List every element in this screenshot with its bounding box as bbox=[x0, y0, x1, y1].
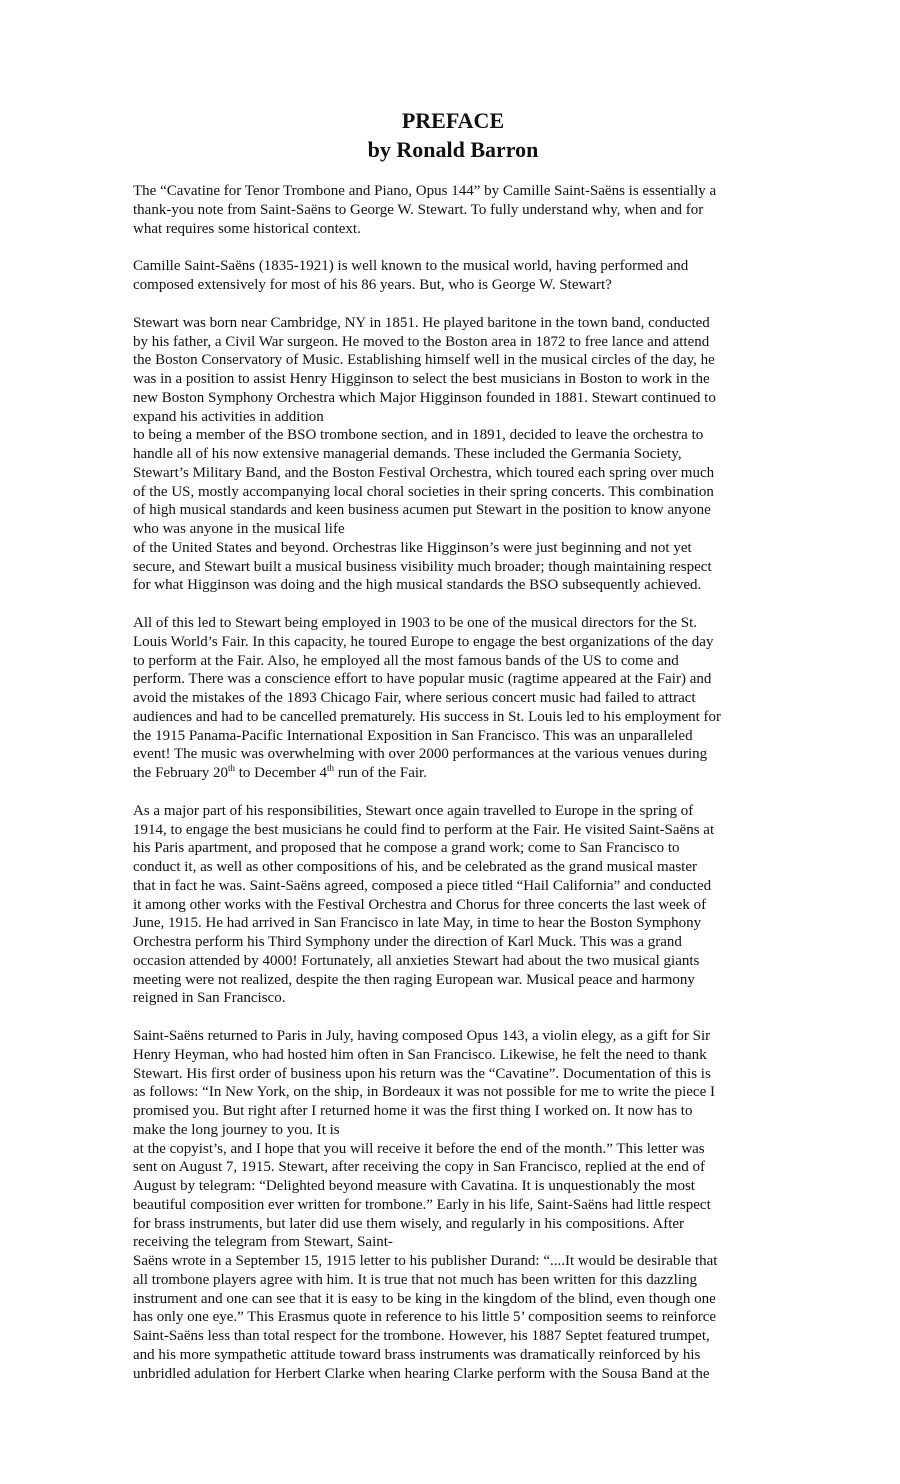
text-line: all trombone players agree with him. It is true that not much has been written for this dazzling bbox=[133, 1271, 698, 1288]
paragraph-5 bbox=[133, 802, 773, 1008]
text-line: the Boston Conservatory of Music. Establishing himself well in the musical circles of the day, he bbox=[133, 352, 715, 369]
text-line: at the copyist’s, and I hope that you will receive it before the end of the month.” This letter was bbox=[133, 1140, 705, 1157]
text-line: Stewart was born near Cambridge, NY in 1851. He played baritone in the town band, conducted bbox=[133, 314, 710, 331]
text-line: his Paris apartment, and proposed that he compose a grand work; come to San Francisco to bbox=[133, 840, 680, 857]
text-line: Camille Saint-Saëns (1835-1921) is well known to the musical world, having performed and bbox=[133, 258, 689, 275]
text-line: beautiful composition ever written for trombone.” Early in his life, Saint-Saëns had little respect bbox=[133, 1196, 711, 1213]
paragraph-6 bbox=[133, 1027, 773, 1383]
ordinal-superscript: th bbox=[227, 763, 235, 773]
text-line: receiving the telegram from Stewart, Saint- bbox=[133, 1234, 393, 1251]
text-line: unbridled adulation for Herbert Clarke when hearing Clarke perform with the Sousa Band at the bbox=[133, 1365, 710, 1382]
text-line: what requires some historical context. bbox=[133, 220, 361, 237]
text-line: Stewart. His first order of business upon his return was the “Cavatine”. Documentation of this is bbox=[133, 1065, 711, 1082]
text-fragment: to December 4 bbox=[235, 765, 328, 781]
text-line: the 1915 Panama-Pacific International Exposition in San Francisco. This was an unparalleled bbox=[133, 727, 693, 744]
page-title: PREFACE bbox=[401, 108, 505, 133]
text-line: who was anyone in the musical life bbox=[133, 521, 345, 537]
text-line: for what Higginson was doing and the high musical standards the BSO subsequently achieved. bbox=[133, 577, 702, 594]
text-line: event! The music was overwhelming with over 2000 performances at the various venues during bbox=[133, 746, 708, 763]
text-line: 1914, to engage the best musicians he could find to perform at the Fair. He visited Saint-Saëns at bbox=[133, 821, 715, 838]
text-line: composed extensively for most of his 86 years. But, who is George W. Stewart? bbox=[133, 277, 612, 293]
text-line: for brass instruments, but later did use them wisely, and regularly in his compositions. After bbox=[133, 1215, 685, 1232]
text-line: sent on August 7, 1915. Stewart, after receiving the copy in San Francisco, replied at the end of bbox=[133, 1159, 705, 1176]
text-line: perform. There was a conscience effort to have popular music (ragtime appeared at the Fair) and bbox=[133, 671, 712, 688]
text-line: occasion attended by 4000! Fortunately, all anxieties Stewart had about the two musical giants bbox=[133, 952, 700, 969]
text-line: Saint-Saëns returned to Paris in July, having composed Opus 143, a violin elegy, as a gift for Sir bbox=[133, 1028, 711, 1044]
text-line: of the US, mostly accompanying local choral societies in their spring concerts. This combination bbox=[133, 483, 714, 500]
text-line: handle all of his now extensive managerial demands. These included the Germania Society, bbox=[133, 446, 682, 462]
text-line: Henry Heyman, who had hosted him often in San Francisco. Likewise, he felt the need to thank bbox=[133, 1046, 707, 1063]
paragraph-1 bbox=[133, 182, 773, 238]
text-line: The “Cavatine for Tenor Trombone and Piano, Opus 144” by Camille Saint-Saëns is essentially a bbox=[133, 183, 717, 199]
text-line: expand his activities in addition bbox=[133, 408, 324, 425]
text-line: of the United States and beyond. Orchestras like Higginson’s were just beginning and not yet bbox=[133, 539, 692, 556]
document-body bbox=[133, 182, 773, 1383]
text-line: as follows: “In New York, on the ship, in Bordeaux it was not possible for me to write the piece I bbox=[133, 1084, 715, 1101]
text-line: to perform at the Fair. Also, he employed all the most famous bands of the US to come and bbox=[133, 652, 679, 669]
text-line: August by telegram: “Delighted beyond measure with Cavatina. It is unquestionably the most bbox=[133, 1178, 695, 1194]
text-line: to being a member of the BSO trombone section, and in 1891, decided to leave the orchestra to bbox=[133, 427, 704, 444]
text-line: June, 1915. He had arrived in San Francisco in late May, in time to hear the Boston Symphony bbox=[133, 915, 702, 932]
text-line: conduct it, as well as other compositions of his, and be celebrated as the grand musical master bbox=[133, 859, 698, 875]
text-fragment: the February 20 bbox=[133, 765, 228, 781]
text-line: promised you. But right after I returned home it was the first thing I worked on. It now has to bbox=[133, 1103, 693, 1119]
paragraph-2 bbox=[133, 257, 773, 295]
text-line: As a major part of his responsibilities, Stewart once again travelled to Europe in the spring of bbox=[133, 802, 694, 819]
text-line: has only one eye.” This Erasmus quote in reference to his little 5’ composition seems to reinforce bbox=[133, 1309, 717, 1326]
text-line: Louis World’s Fair. In this capacity, he toured Europe to engage the best organizations of the day bbox=[133, 633, 714, 650]
paragraph-3 bbox=[133, 314, 773, 595]
page-byline: by Ronald Barron bbox=[367, 137, 539, 162]
text-line: was in a position to assist Henry Higginson to select the best musicians in Boston to work in the bbox=[133, 371, 710, 387]
text-line: of high musical standards and keen business acumen put Stewart in the position to know anyone bbox=[133, 502, 711, 519]
text-line: meeting were not realized, despite the then raging European war. Musical peace and harmony bbox=[133, 971, 695, 988]
text-line: All of this led to Stewart being employed in 1903 to be one of the musical directors for the St. bbox=[133, 615, 698, 631]
text-line: reigned in San Francisco. bbox=[133, 990, 286, 1007]
text-line: Saint-Saëns less than total respect for the trombone. However, his 1887 Septet featured trumpet, bbox=[133, 1328, 710, 1344]
text-line: and his more sympathetic attitude toward brass instruments was dramatically reinforced by his bbox=[133, 1346, 701, 1363]
text-line: secure, and Stewart built a musical business visibility much broader; though maintaining respect bbox=[133, 558, 712, 575]
text-line: make the long journey to you. It is bbox=[133, 1121, 340, 1138]
text-line: thank-you note from Saint-Saëns to George W. Stewart. To fully understand why, when and for bbox=[133, 201, 704, 218]
text-line: Saëns wrote in a September 15, 1915 letter to his publisher Durand: “....It would be desirable that bbox=[133, 1253, 718, 1269]
text-line: instrument and one can see that it is easy to be king in the kingdom of the blind, even though one bbox=[133, 1290, 716, 1307]
ordinal-superscript: th bbox=[327, 763, 335, 773]
text-line: audiences and had to be cancelled prematurely. His success in St. Louis led to his employment for bbox=[133, 708, 722, 725]
text-fragment: run of the Fair. bbox=[334, 765, 427, 781]
text-line: that in fact he was. Saint-Saëns agreed, composed a piece titled “Hail California” and conducted bbox=[133, 877, 712, 894]
text-line: avoid the mistakes of the 1893 Chicago Fair, where serious concert music had failed to attract bbox=[133, 690, 696, 706]
title-block bbox=[133, 106, 773, 164]
document-page bbox=[133, 106, 773, 1402]
text-line: by his father, a Civil War surgeon. He moved to the Boston area in 1872 to free lance and attend bbox=[133, 333, 710, 350]
text-line: new Boston Symphony Orchestra which Major Higginson founded in 1881. Stewart continued to bbox=[133, 389, 716, 406]
text-line: Stewart’s Military Band, and the Boston Festival Orchestra, which toured each spring over much bbox=[133, 464, 715, 481]
text-line: it among other works with the Festival Orchestra and Chorus for three concerts the last week of bbox=[133, 896, 707, 913]
paragraph-4 bbox=[133, 614, 773, 783]
text-line bbox=[133, 764, 773, 783]
text-line: Orchestra perform his Third Symphony under the direction of Karl Muck. This was a grand bbox=[133, 934, 682, 950]
